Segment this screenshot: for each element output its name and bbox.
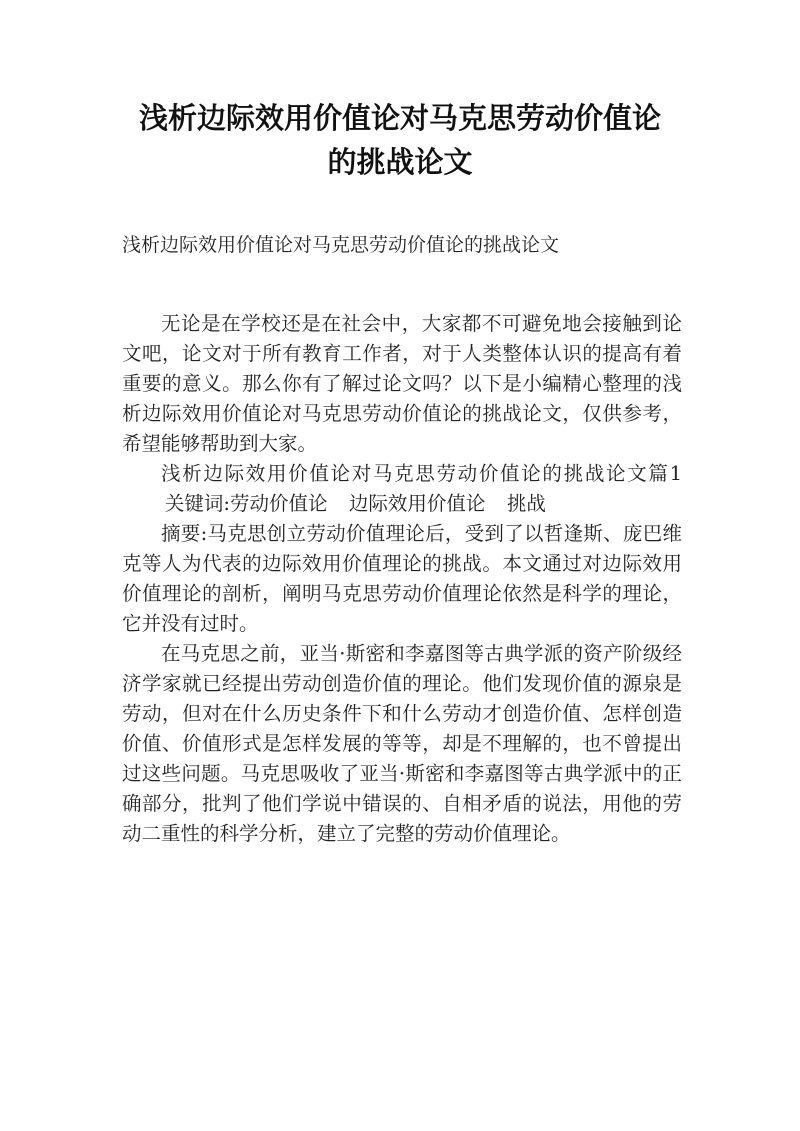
document-subtitle: 浅析边际效用价值论对马克思劳动价值论的挑战论文 (122, 234, 560, 256)
intro-paragraph: 无论是在学校还是在社会中，大家都不可避免地会接触到论文吧，论文对于所有教育工作者，对于人类整体认识的提高有着重要的意义。那么你有了解过论文吗？以下是小编精心整理的浅析边际效用价值论对马克思劳动价值论的挑战论文，仅供参考，希望能够帮助到大家。 (122, 312, 682, 455)
article-heading-line (122, 459, 682, 519)
article-heading: 浅析边际效用价值论对马克思劳动价值论的挑战论文篇1 (161, 462, 682, 485)
body-paragraph-1: 在马克思之前，亚当·斯密和李嘉图等古典学派的资产阶级经济学家就已经提出劳动创造价值的理论。他们发现价值的源泉是劳动，但对在什么历史条件下和什么劳动才创造价值、怎样创造价值、价值形式是怎样发展的等等，却是不理解的，也不曾提出过这些问题。马克思吸收了亚当·斯密和李嘉图等古典学派中的正确部分，批判了他们学说中错误的、自相矛盾的说法，用他的劳动二重性的科学分析，建立了完整的劳动价值理论。 (122, 642, 682, 845)
title-line-2: 的挑战论文 (327, 145, 473, 179)
document-body (122, 309, 682, 849)
keyword-3: 挑战 (506, 492, 546, 515)
keyword-1: 劳动价值论 (229, 492, 328, 515)
keyword-2: 边际效用价值论 (348, 492, 486, 515)
abstract-paragraph: 摘要:马克思创立劳动价值理论后，受到了以哲逢斯、庞巴维克等人为代表的边际效用价值理论的挑战。本文通过对边际效用价值理论的剖析，阐明马克思劳动价值理论依然是科学的理论，它并没有过时。 (122, 522, 682, 635)
keywords-label: 关键词: (164, 492, 230, 515)
document-title (100, 96, 700, 184)
title-line-1: 浅析边际效用价值论对马克思劳动价值论 (138, 101, 661, 135)
